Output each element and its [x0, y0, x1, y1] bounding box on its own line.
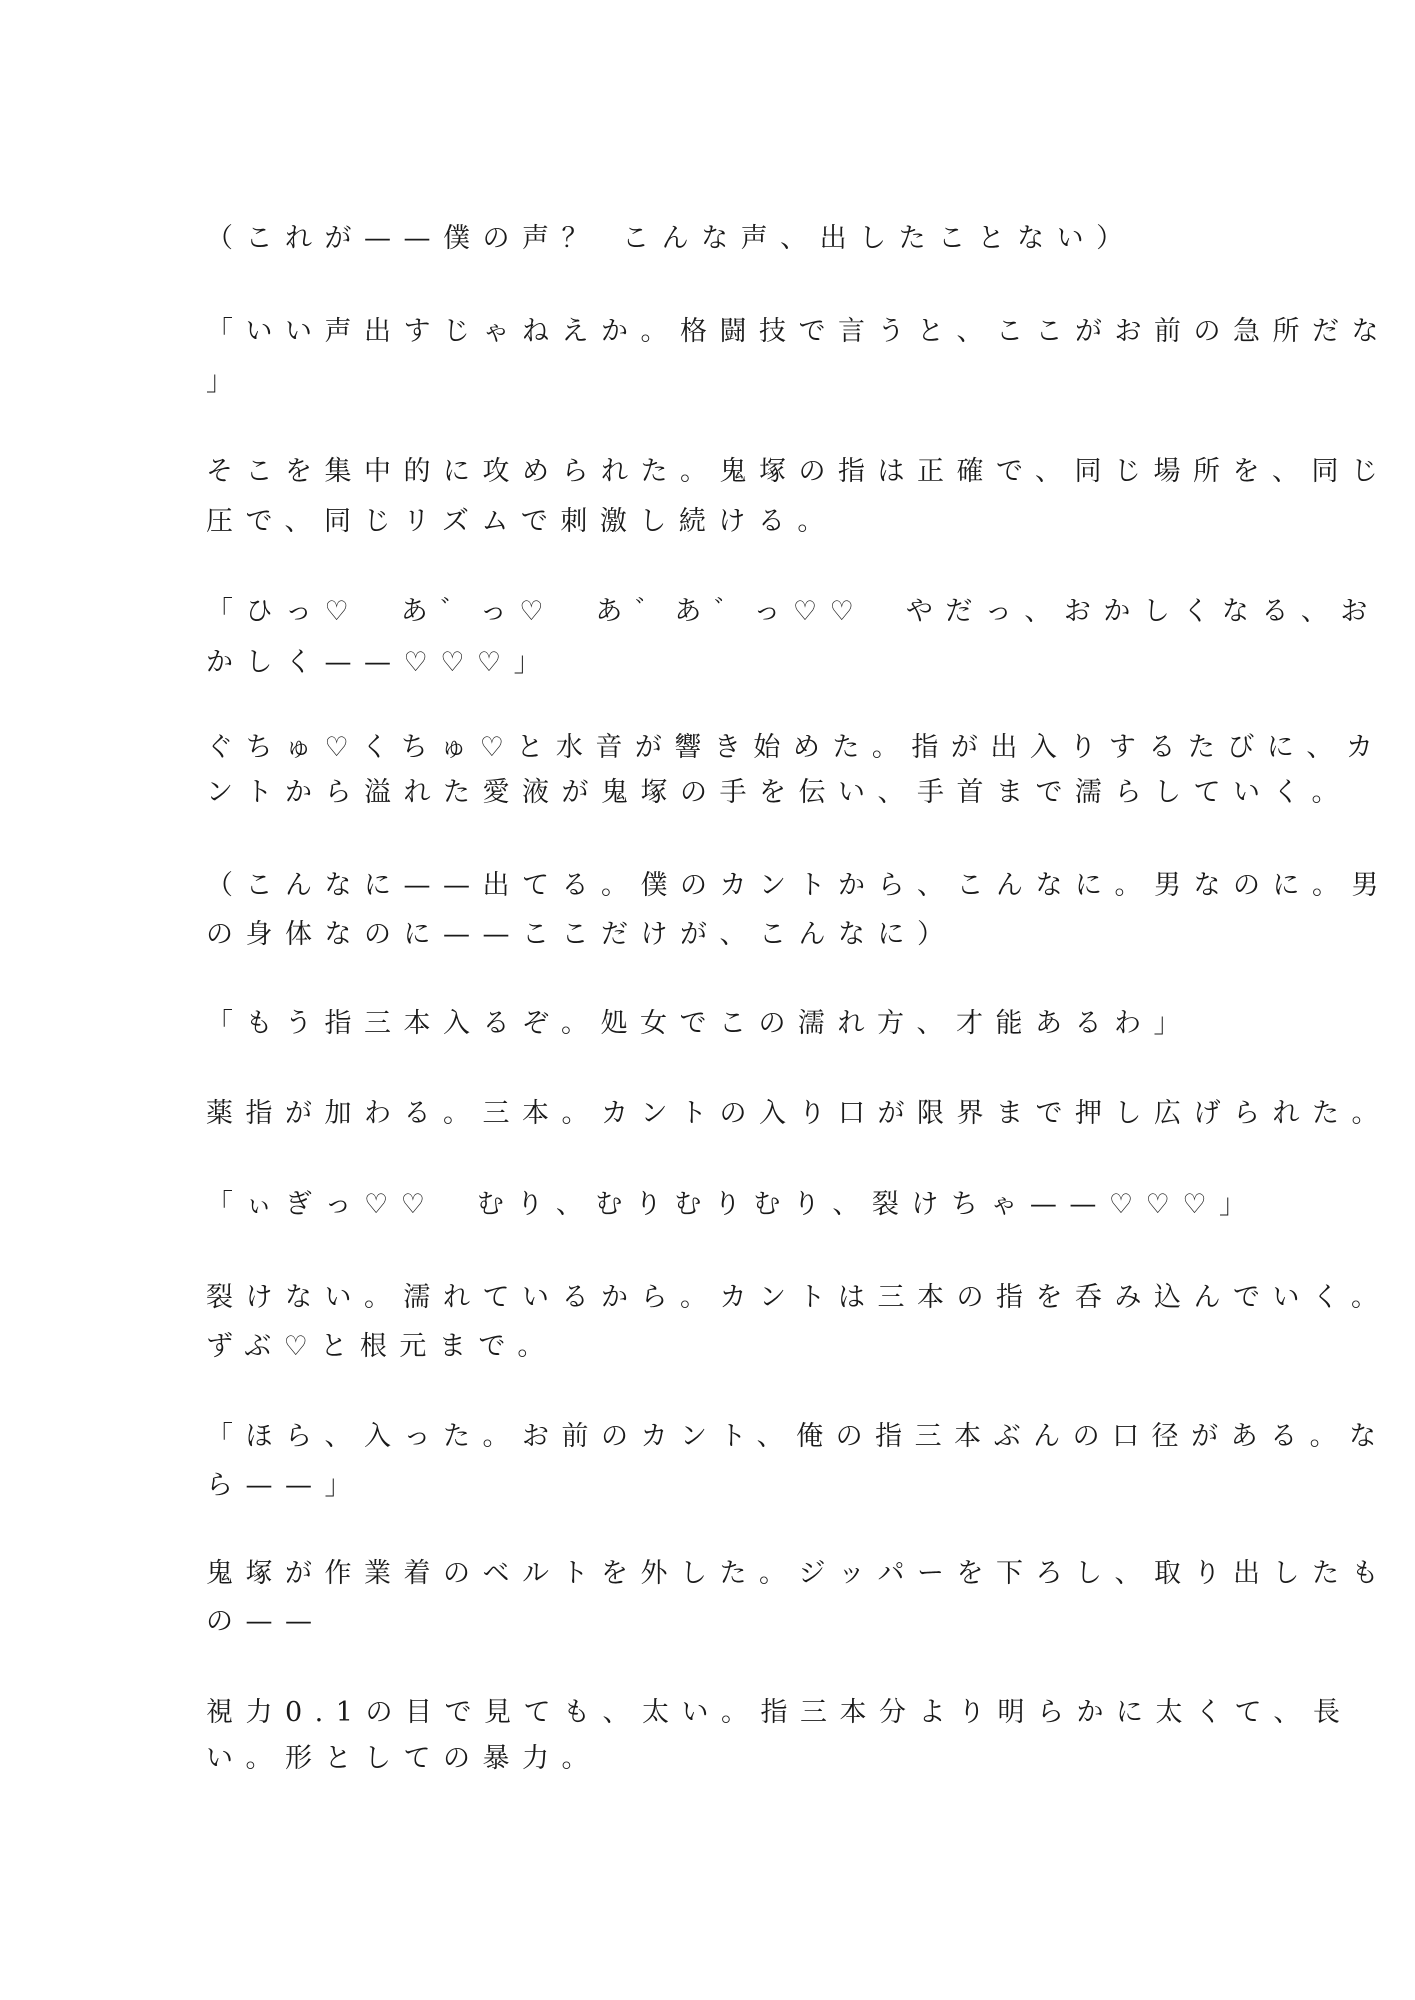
paragraph-line: ら——」 [206, 1470, 364, 1501]
paragraph-line: 視力0.1の目で見ても、太い。指三本分より明らかに太くて、長 [206, 1697, 1353, 1728]
paragraph-line: ぐちゅ♡くちゅ♡と水音が響き始めた。指が出入りするたびに、カ [206, 732, 1386, 763]
paragraph-line: かしく——♡♡♡」 [206, 647, 554, 678]
paragraph-line: 」 [206, 366, 246, 397]
paragraph-line: の—— [206, 1606, 325, 1637]
paragraph-line: （こんなに——出てる。僕のカントから、こんなに。男なのに。男 [206, 870, 1391, 901]
paragraph-line: 圧で、同じリズムで刺激し続ける。 [206, 506, 837, 537]
paragraph-line: 「ぃぎっ♡♡ むり、むりむりむり、裂けちゃ——♡♡♡」 [206, 1189, 1259, 1220]
paragraph-line: い。形としての暴力。 [206, 1743, 601, 1774]
paragraph-line: 「もう指三本入るぞ。処女でこの濡れ方、才能あるわ」 [206, 1008, 1193, 1039]
paragraph-line: の身体なのに——ここだけが、こんなに） [206, 919, 957, 950]
paragraph-line: そこを集中的に攻められた。鬼塚の指は正確で、同じ場所を、同じ [206, 456, 1391, 487]
paragraph-line: ずぶ♡と根元まで。 [206, 1331, 557, 1362]
paragraph-line: （これが——僕の声？ こんな声、出したことない） [206, 223, 1136, 254]
paragraph-line: 鬼塚が作業着のベルトを外した。ジッパーを下ろし、取り出したも [206, 1558, 1391, 1589]
paragraph-line: 「いい声出すじゃねえか。格闘技で言うと、ここがお前の急所だな [206, 316, 1391, 347]
paragraph-line: ントから溢れた愛液が鬼塚の手を伝い、手首まで濡らしていく。 [206, 777, 1351, 808]
paragraph-line: 裂けない。濡れているから。カントは三本の指を呑み込んでいく。 [206, 1282, 1391, 1313]
paragraph-line: 「ひっ♡ あ゛っ♡ あ゛あ゛っ♡♡ やだっ、おかしくなる、お [206, 596, 1380, 627]
paragraph-line: 薬指が加わる。三本。カントの入り口が限界まで押し広げられた。 [206, 1098, 1391, 1129]
paragraph-line: 「ほら、入った。お前のカント、俺の指三本ぶんの口径がある。な [206, 1421, 1389, 1452]
